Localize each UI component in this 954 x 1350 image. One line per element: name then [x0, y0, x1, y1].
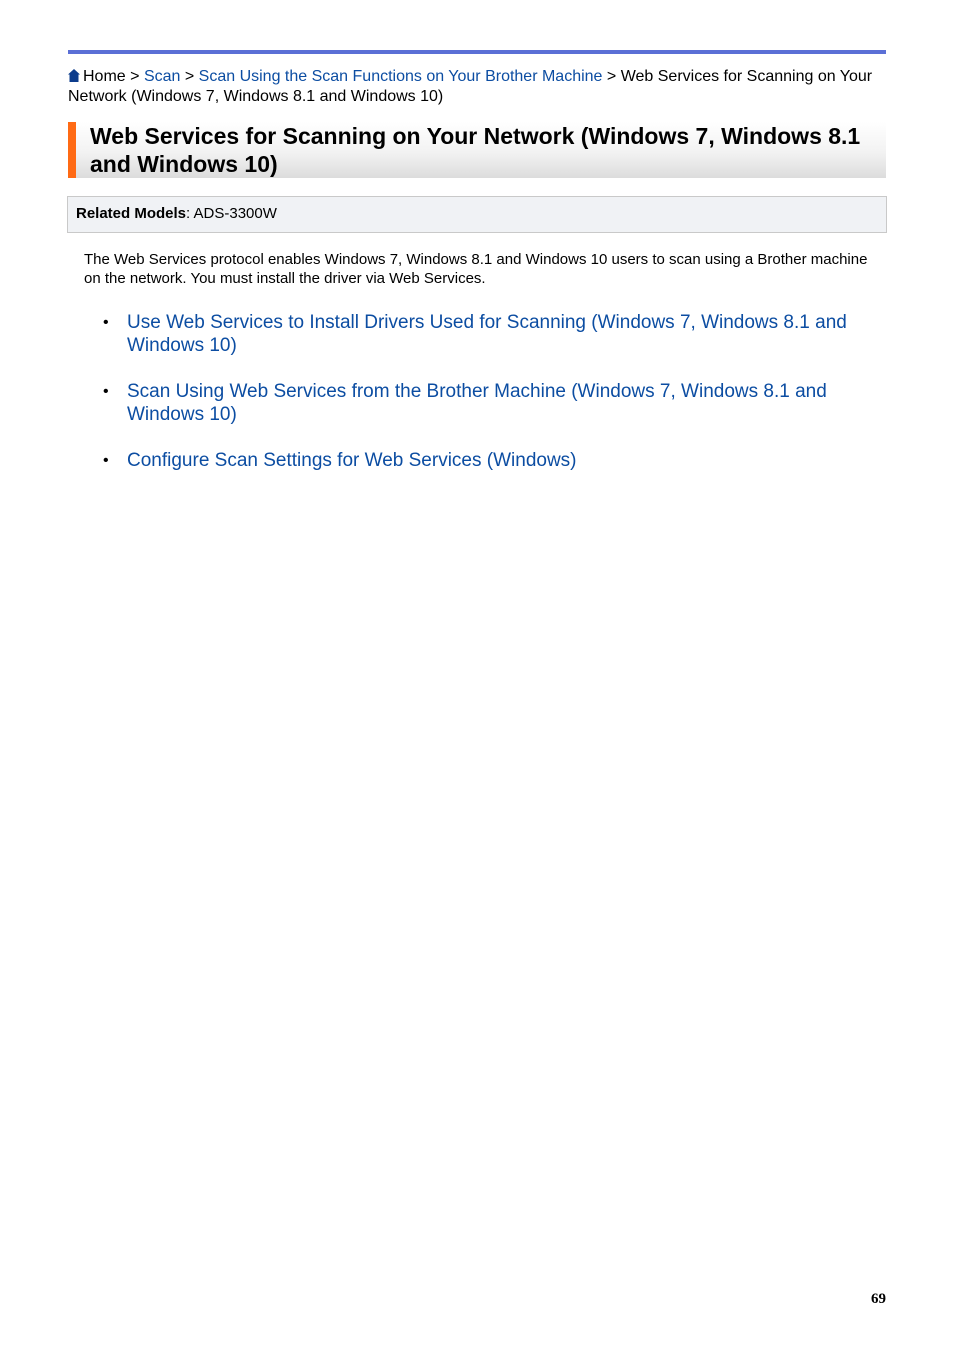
related-models-label: Related Models [76, 205, 187, 222]
title-accent-bar [68, 122, 76, 178]
breadcrumb-home[interactable]: Home [83, 68, 126, 85]
breadcrumb-link-scan[interactable]: Scan [143, 68, 181, 85]
intro-paragraph: The Web Services protocol enables Windows 7, Windows 8.1 and Windows 10 users to scan using a Brother machine on the network. You must install the driver via Web Services. [84, 251, 868, 287]
page-title: Web Services for Scanning on Your Network (Windows 7, Windows 8.1 and Windows 10) [90, 123, 861, 177]
related-models-box [67, 196, 887, 233]
home-icon[interactable] [68, 69, 80, 82]
breadcrumb [68, 67, 886, 107]
bullet: • [103, 383, 109, 400]
list-item [0, 449, 867, 472]
page-title-box [68, 122, 886, 178]
top-rule [68, 50, 886, 54]
list-item [0, 311, 867, 357]
breadcrumb-separator: > [184, 68, 195, 85]
related-models-value: : ADS-3300W [186, 205, 277, 222]
link-scan-using-web-services[interactable]: Scan Using Web Services from the Brother Machine (Windows 7, Windows 8.1 and Windows 10) [127, 381, 827, 425]
breadcrumb-separator: > [606, 68, 617, 85]
breadcrumb-separator: > [130, 68, 140, 85]
page-number: 69 [871, 1291, 886, 1307]
related-models-text [76, 205, 277, 223]
bullet: • [103, 452, 109, 469]
topic-link-list [0, 311, 954, 495]
link-configure-scan-settings[interactable]: Configure Scan Settings for Web Services (Windows) [127, 450, 577, 471]
bullet: • [103, 314, 109, 331]
breadcrumb-link-scan-functions[interactable]: Scan Using the Scan Functions on Your Brother Machine [198, 68, 603, 85]
list-item [0, 380, 867, 426]
breadcrumb-current: Web Services for Scanning on Your Network (Windows 7, Windows 8.1 and Windows 10) [68, 68, 873, 105]
link-install-drivers[interactable]: Use Web Services to Install Drivers Used for Scanning (Windows 7, Windows 8.1 and Windows 10) [127, 312, 847, 356]
